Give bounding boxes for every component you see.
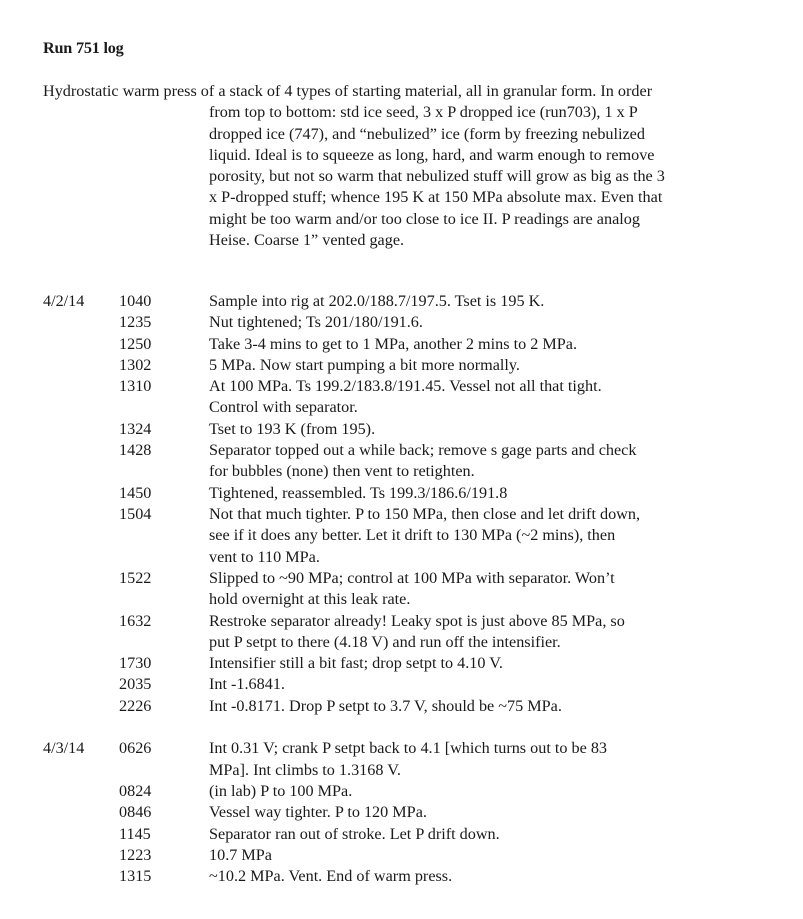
entry-text: [209, 440, 769, 483]
entry-text: [209, 802, 769, 823]
intro-line: liquid. Ideal is to squeeze as long, hard, and warm enough to remove: [209, 145, 655, 164]
entry-time: 2035: [119, 675, 152, 694]
entry-time: 1235: [119, 313, 152, 332]
entry-time: 1504: [119, 505, 152, 523]
entry-text: [209, 824, 769, 845]
entry-text: [209, 376, 769, 419]
entry-text-line: see if it does any better. Let it drift to 130 MPa (~2 mins), then: [209, 526, 616, 545]
entry-text: [209, 653, 769, 674]
entry-time: 1315: [119, 867, 152, 886]
intro-paragraph: [209, 102, 749, 251]
intro-line: dropped ice (747), and “nebulized” ice (form by freezing nebulized: [209, 124, 645, 143]
entry-text: [209, 568, 769, 611]
entry-text-line: Not that much tighter. P to 150 MPa, then close and let drift down,: [209, 505, 641, 523]
entry-text-line: Separator ran out of stroke. Let P drift down.: [209, 824, 500, 843]
entry-text-line: ~10.2 MPa. Vent. End of warm press.: [209, 867, 453, 886]
intro-first-line: Hydrostatic warm press of a stack of 4 types of starting material, all in granular form. In order: [43, 82, 653, 100]
entry-text-line: Tset to 193 K (from 195).: [209, 419, 376, 438]
entry-text-line: Intensifier still a bit fast; drop setpt to 4.10 V.: [209, 654, 503, 673]
entry-time: 1428: [119, 441, 152, 460]
entry-time: 1730: [119, 654, 152, 673]
entry-text: [209, 845, 769, 866]
entry-time: 1450: [119, 483, 152, 502]
intro-line: from top to bottom: std ice seed, 3 x P dropped ice (run703), 1 x P: [209, 103, 638, 122]
entry-time: 0626: [119, 739, 152, 758]
entry-time: 1632: [119, 611, 152, 630]
entry-text-line: Control with separator.: [209, 398, 358, 417]
entry-text-line: Int -0.8171. Drop P setpt to 3.7 V, should be ~75 MPa.: [209, 696, 562, 715]
entry-text: [209, 483, 769, 504]
entry-date: 4/3/14: [43, 739, 85, 758]
entry-text-line: (in lab) P to 100 MPa.: [209, 781, 353, 800]
entry-text: [209, 781, 769, 802]
entry-text-line: Nut tightened; Ts 201/180/191.6.: [209, 313, 423, 332]
entry-time: 1250: [119, 334, 152, 353]
entry-time: 1324: [119, 419, 152, 438]
entry-time: 1310: [119, 377, 152, 396]
document-title: Run 751 log: [43, 39, 124, 57]
entry-text-line: Tightened, reassembled. Ts 199.3/186.6/191.8: [209, 483, 508, 502]
entry-text: [209, 674, 769, 695]
intro-line: Heise. Coarse 1” vented gage.: [209, 231, 405, 250]
entry-text-line: At 100 MPa. Ts 199.2/183.8/191.45. Vessel not all that tight.: [209, 377, 602, 396]
intro-line: might be too warm and/or too close to ice II. P readings are analog: [209, 209, 640, 228]
entry-text-line: Separator topped out a while back; remove s gage parts and check: [209, 441, 637, 460]
entry-time: 1302: [119, 355, 152, 374]
entry-text: [209, 334, 769, 355]
entry-text-line: Sample into rig at 202.0/188.7/197.5. Tset is 195 K.: [209, 292, 545, 310]
entry-text: [209, 696, 769, 717]
entry-text-line: for bubbles (none) then vent to retighten.: [209, 462, 475, 481]
entry-text-line: 5 MPa. Now start pumping a bit more normally.: [209, 355, 520, 374]
entry-time: 1040: [119, 292, 152, 310]
entry-text-line: vent to 110 MPa.: [209, 547, 320, 566]
intro-line: porosity, but not so warm that nebulized stuff will grow as big as the 3: [209, 167, 665, 186]
entry-text-line: put P setpt to there (4.18 V) and run off the intensifier.: [209, 632, 561, 651]
intro-line: x P-dropped stuff; whence 195 K at 150 MPa absolute max. Even that: [209, 188, 663, 207]
entry-time: 0846: [119, 803, 152, 822]
entry-text-line: Slipped to ~90 MPa; control at 100 MPa with separator. Won’t: [209, 568, 615, 587]
entry-text-line: Vessel way tighter. P to 120 MPa.: [209, 803, 427, 822]
entry-time: 1145: [119, 824, 151, 843]
entry-text: [209, 504, 769, 568]
entry-text: [209, 738, 769, 781]
entry-text: [209, 355, 769, 376]
entry-text-line: Restroke separator already! Leaky spot is just above 85 MPa, so: [209, 611, 625, 630]
entry-text: [209, 312, 769, 333]
entry-text: [209, 611, 769, 654]
entry-text-line: MPa]. Int climbs to 1.3168 V.: [209, 760, 401, 779]
entry-text: [209, 419, 769, 440]
entry-text: [209, 291, 769, 312]
entry-time: 2226: [119, 696, 152, 715]
entry-text-line: Int 0.31 V; crank P setpt back to 4.1 [which turns out to be 83: [209, 739, 608, 758]
entry-date: 4/2/14: [43, 292, 85, 310]
entry-time: 1522: [119, 568, 152, 587]
entry-text-line: Int -1.6841.: [209, 675, 285, 694]
entry-text-line: Take 3-4 mins to get to 1 MPa, another 2 mins to 2 MPa.: [209, 334, 577, 353]
entry-time: 1223: [119, 845, 152, 864]
entry-text: [209, 866, 769, 887]
entry-time: 0824: [119, 781, 152, 800]
entry-text-line: 10.7 MPa: [209, 845, 272, 864]
entry-text-line: hold overnight at this leak rate.: [209, 590, 411, 609]
